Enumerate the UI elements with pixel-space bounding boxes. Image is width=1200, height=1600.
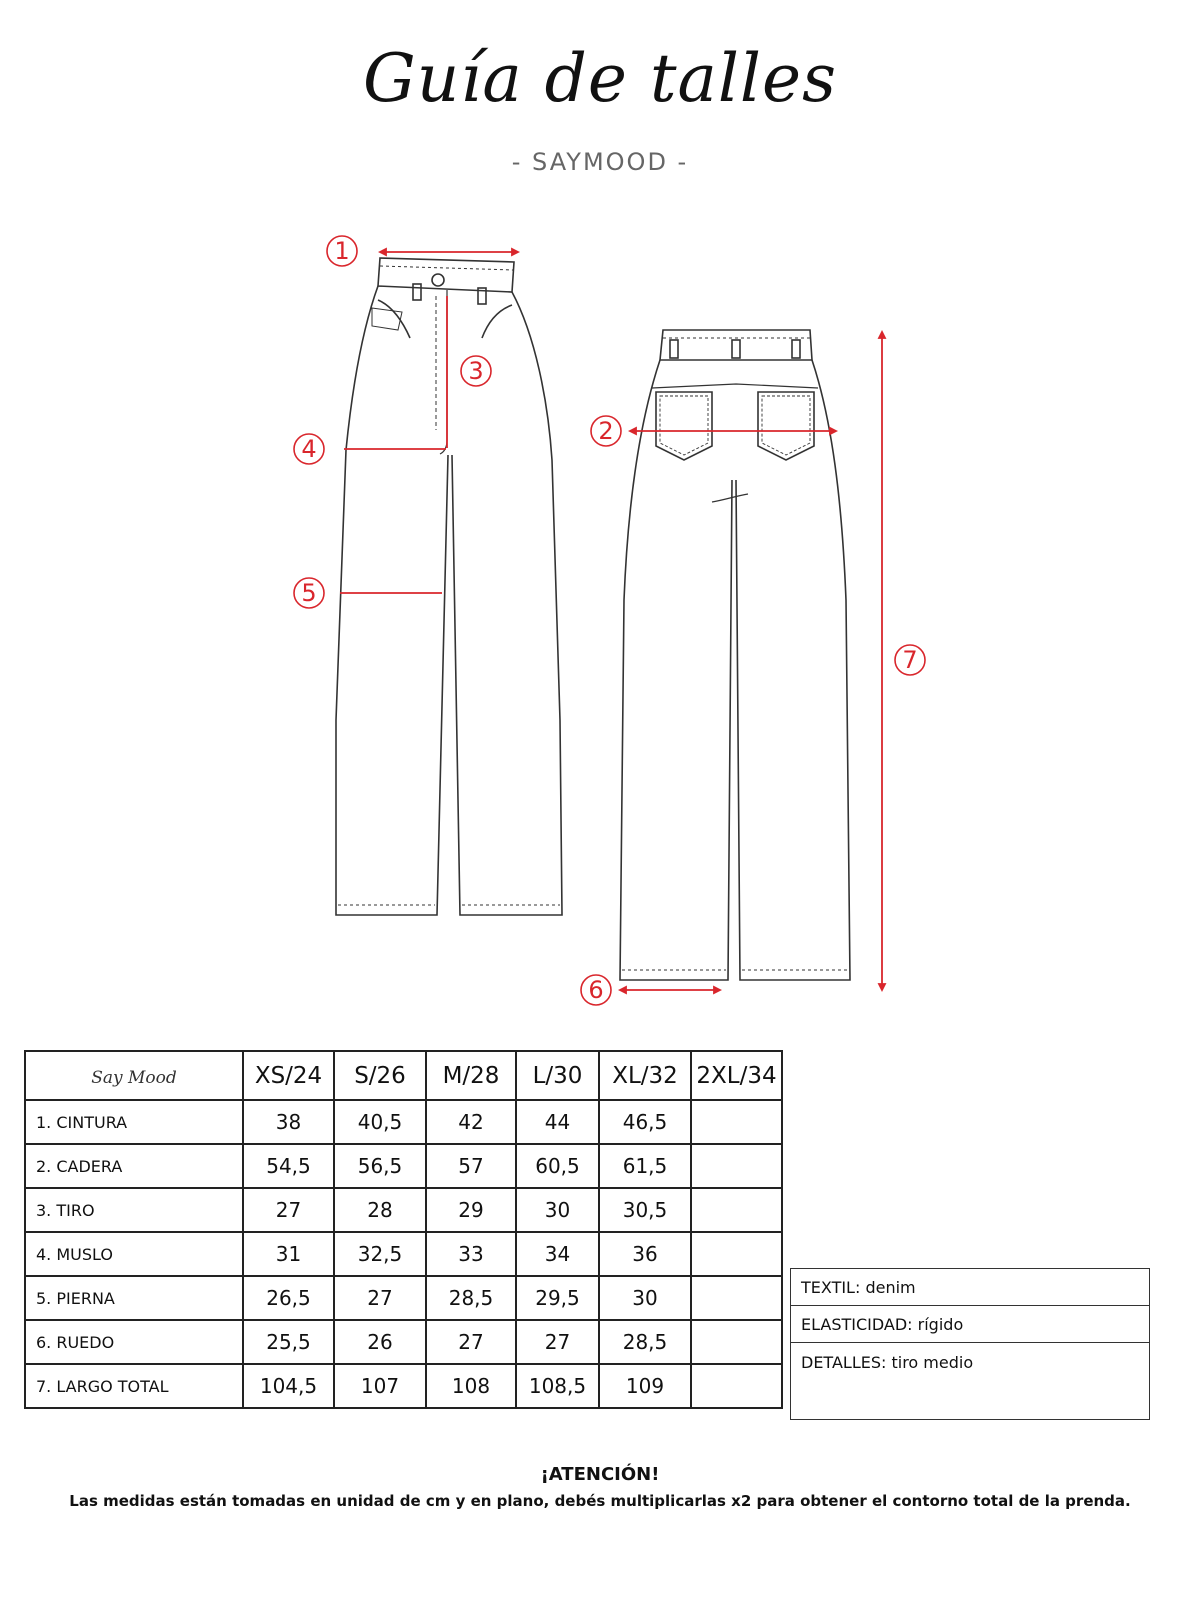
size-header-row [25, 1051, 782, 1100]
table-cell: 30 [599, 1276, 691, 1320]
table-cell: 38 [243, 1100, 334, 1144]
table-cell: 46,5 [599, 1100, 691, 1144]
marker-3: 3 [468, 357, 484, 385]
table-cell: 56,5 [334, 1144, 426, 1188]
row-label: 2. CADERA [25, 1144, 243, 1188]
table-cell [691, 1276, 782, 1320]
size-header: XL/32 [599, 1051, 691, 1100]
brand-subtitle: - SAYMOOD - [511, 148, 689, 176]
row-label: 5. PIERNA [25, 1276, 243, 1320]
table-cell: 33 [426, 1232, 516, 1276]
size-header: XS/24 [243, 1051, 334, 1100]
table-cell [691, 1188, 782, 1232]
table-cell [691, 1100, 782, 1144]
table-cell: 32,5 [334, 1232, 426, 1276]
table-cell: 30,5 [599, 1188, 691, 1232]
size-header: 2XL/34 [691, 1051, 782, 1100]
table-row [25, 1144, 782, 1188]
table-cell: 36 [599, 1232, 691, 1276]
table-cell: 30 [516, 1188, 599, 1232]
table-row [25, 1276, 782, 1320]
row-label: 7. LARGO TOTAL [25, 1364, 243, 1408]
table-cell: 108,5 [516, 1364, 599, 1408]
marker-4: 4 [301, 435, 317, 463]
size-table [24, 1050, 783, 1409]
marker-2: 2 [598, 417, 614, 445]
table-cell: 27 [334, 1276, 426, 1320]
size-header: L/30 [516, 1051, 599, 1100]
jeans-front-illustration [336, 258, 562, 915]
brand-signature: Say Mood [91, 1067, 177, 1088]
table-cell: 25,5 [243, 1320, 334, 1364]
table-row [25, 1320, 782, 1364]
page-title: Guía de talles [363, 40, 837, 117]
notice-title: ¡ATENCIÓN! [540, 1464, 660, 1485]
table-cell: 28,5 [426, 1276, 516, 1320]
table-cell: 26,5 [243, 1276, 334, 1320]
table-cell: 31 [243, 1232, 334, 1276]
table-row [25, 1188, 782, 1232]
table-cell [691, 1144, 782, 1188]
brand-logo-cell [25, 1051, 243, 1100]
table-cell: 109 [599, 1364, 691, 1408]
table-cell: 29 [426, 1188, 516, 1232]
size-header: S/26 [334, 1051, 426, 1100]
table-cell: 27 [243, 1188, 334, 1232]
marker-6: 6 [588, 976, 604, 1004]
table-cell: 27 [426, 1320, 516, 1364]
table-cell [691, 1320, 782, 1364]
info-detalles: DETALLES: tiro medio [791, 1343, 1150, 1420]
info-textil: TEXTIL: denim [791, 1269, 1150, 1306]
table-cell: 44 [516, 1100, 599, 1144]
row-label: 6. RUEDO [25, 1320, 243, 1364]
table-cell: 108 [426, 1364, 516, 1408]
table-cell: 104,5 [243, 1364, 334, 1408]
table-cell: 40,5 [334, 1100, 426, 1144]
info-elasticidad: ELASTICIDAD: rígido [791, 1306, 1150, 1343]
table-cell: 26 [334, 1320, 426, 1364]
table-row [25, 1232, 782, 1276]
table-cell [691, 1364, 782, 1408]
jeans-back-illustration [620, 330, 850, 980]
row-label: 4. MUSLO [25, 1232, 243, 1276]
table-cell: 60,5 [516, 1144, 599, 1188]
marker-5: 5 [301, 579, 317, 607]
table-cell: 34 [516, 1232, 599, 1276]
fabric-info-table [790, 1268, 1150, 1420]
row-label: 3. TIRO [25, 1188, 243, 1232]
table-cell: 54,5 [243, 1144, 334, 1188]
notice-text: Las medidas están tomadas en unidad de cm y en plano, debés multiplicarlas x2 para obtener el contorno total de la prenda. [69, 1492, 1131, 1510]
table-cell: 28,5 [599, 1320, 691, 1364]
table-row [25, 1100, 782, 1144]
table-cell: 27 [516, 1320, 599, 1364]
marker-7: 7 [902, 646, 918, 674]
table-cell: 107 [334, 1364, 426, 1408]
marker-1: 1 [334, 237, 350, 265]
row-label: 1. CINTURA [25, 1100, 243, 1144]
size-header: M/28 [426, 1051, 516, 1100]
table-cell: 28 [334, 1188, 426, 1232]
table-row [25, 1364, 782, 1408]
table-cell: 57 [426, 1144, 516, 1188]
table-cell: 61,5 [599, 1144, 691, 1188]
table-cell: 42 [426, 1100, 516, 1144]
table-cell [691, 1232, 782, 1276]
table-cell: 29,5 [516, 1276, 599, 1320]
